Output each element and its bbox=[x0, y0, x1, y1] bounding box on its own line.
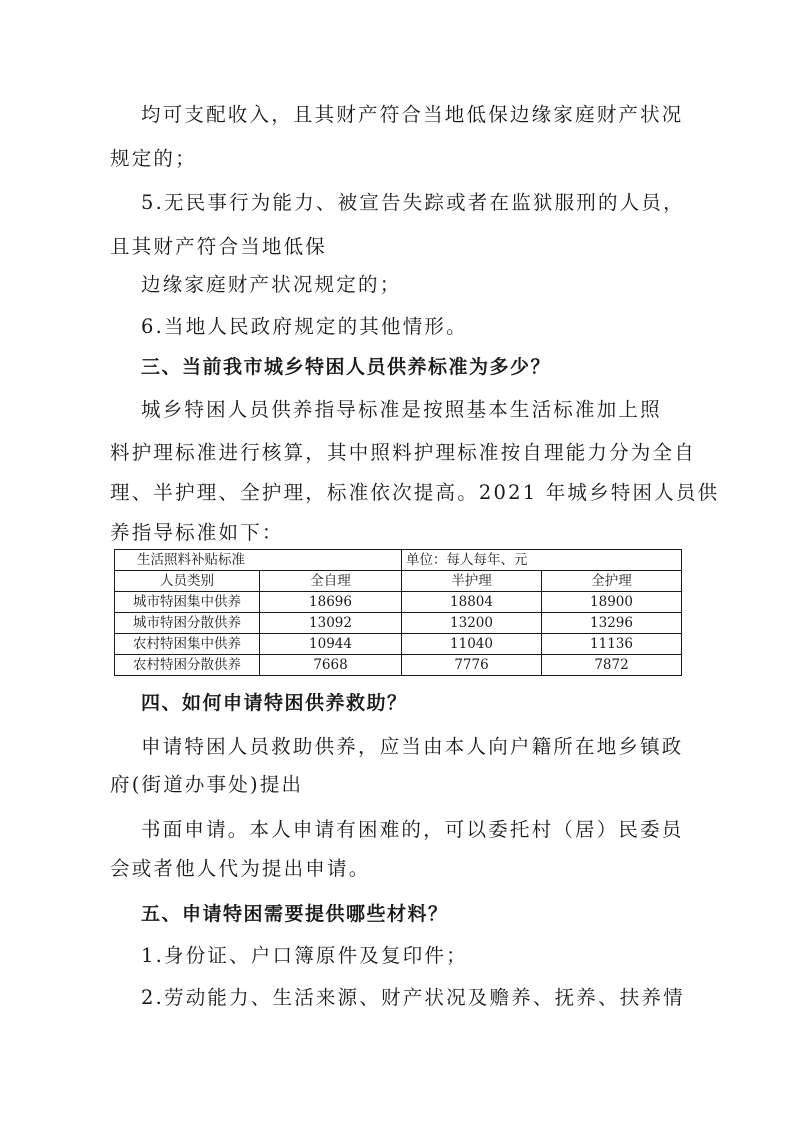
paragraph-line: 规定的； bbox=[110, 147, 197, 170]
section-heading-5: 五、申请特困需要提供哪些材料？ bbox=[141, 903, 449, 925]
section-heading-4: 四、如何申请特困供养救助？ bbox=[141, 692, 408, 714]
table-cell: 7872 bbox=[542, 655, 682, 676]
table-cell: 13296 bbox=[542, 613, 682, 634]
paragraph-line: 府(街道办事处)提出 bbox=[110, 773, 304, 796]
paragraph-line: 6.当地人民政府规定的其他情形。 bbox=[141, 315, 468, 338]
table-header-row bbox=[115, 571, 682, 592]
table-cell: 13092 bbox=[260, 613, 402, 634]
column-header: 全护理 bbox=[542, 571, 682, 592]
table-cell: 农村特困分散供养 bbox=[115, 655, 260, 676]
paragraph-line: 书面申请。本人申请有困难的，可以委托村（居）民委员 bbox=[141, 818, 684, 841]
paragraph-line: 1.身份证、户口簿原件及复印件； bbox=[141, 944, 468, 967]
table-caption-right: 单位：每人每年、元 bbox=[402, 550, 682, 571]
table-cell: 13200 bbox=[402, 613, 542, 634]
table-caption-left: 生活照料补贴标准 bbox=[115, 550, 402, 571]
paragraph-line: 且其财产符合当地低保 bbox=[110, 235, 328, 258]
support-standards-table bbox=[114, 549, 682, 676]
section-heading-3: 三、当前我市城乡特困人员供养标准为多少？ bbox=[141, 356, 552, 378]
table-cell: 城市特困分散供养 bbox=[115, 613, 260, 634]
table-cell: 18804 bbox=[402, 592, 542, 613]
table-cell: 7668 bbox=[260, 655, 402, 676]
paragraph-line: 边缘家庭财产状况规定的； bbox=[141, 273, 402, 296]
table-cell: 10944 bbox=[260, 634, 402, 655]
table-caption-row bbox=[115, 550, 682, 571]
column-header: 半护理 bbox=[402, 571, 542, 592]
paragraph-line: 2.劳动能力、生活来源、财产状况及赡养、抚养、扶养情 bbox=[141, 986, 685, 1009]
paragraph-line: 料护理标准进行核算，其中照料护理标准按自理能力分为全自 bbox=[110, 441, 696, 464]
paragraph-line: 均可支配收入，且其财产符合当地低保边缘家庭财产状况 bbox=[141, 103, 684, 126]
table-row bbox=[115, 592, 682, 613]
table-row bbox=[115, 634, 682, 655]
table-cell: 城市特困集中供养 bbox=[115, 592, 260, 613]
table-cell: 11040 bbox=[402, 634, 542, 655]
column-header: 人员类别 bbox=[115, 571, 260, 592]
column-header: 全自理 bbox=[260, 571, 402, 592]
table-cell: 11136 bbox=[542, 634, 682, 655]
table-cell: 18900 bbox=[542, 592, 682, 613]
paragraph-line: 申请特困人员救助供养，应当由本人向户籍所在地乡镇政 bbox=[141, 735, 684, 758]
table-row bbox=[115, 613, 682, 634]
table-row bbox=[115, 655, 682, 676]
table-cell: 农村特困集中供养 bbox=[115, 634, 260, 655]
paragraph-line: 理、半护理、全护理，标准依次提高。2021 年城乡特困人员供 bbox=[110, 481, 720, 504]
table-cell: 7776 bbox=[402, 655, 542, 676]
paragraph-line: 城乡特困人员供养指导标准是按照基本生活标准加上照 bbox=[141, 398, 662, 421]
table-cell: 18696 bbox=[260, 592, 402, 613]
paragraph-line: 会或者他人代为提出申请。 bbox=[110, 857, 371, 880]
paragraph-line: 5.无民事行为能力、被宣告失踪或者在监狱服刑的人员， bbox=[141, 191, 685, 214]
paragraph-line: 养指导标准如下： bbox=[110, 521, 284, 544]
